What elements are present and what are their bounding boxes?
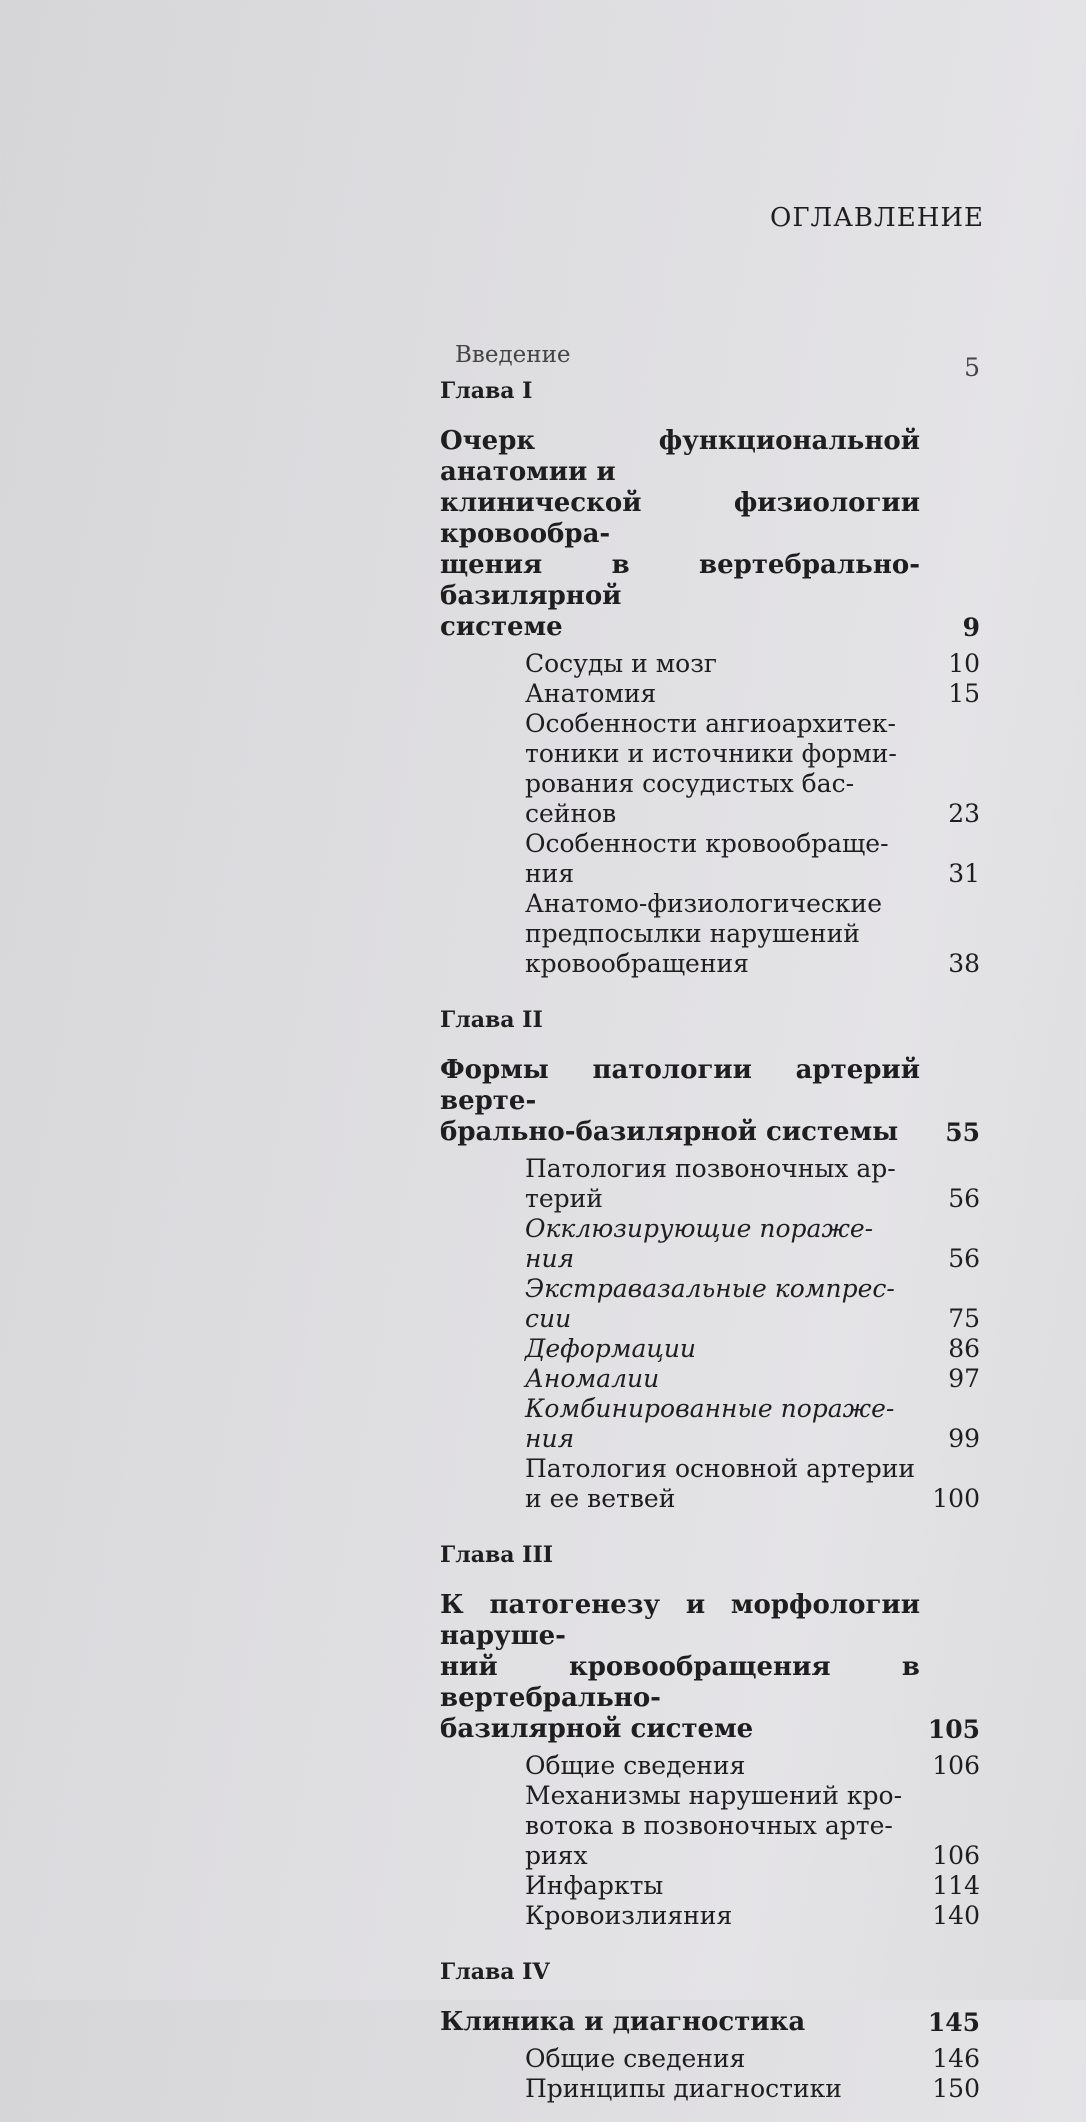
toc-subentry <box>525 889 980 979</box>
toc-subentry <box>525 1871 980 1901</box>
chapter-title-line: Клиника и диагностика <box>440 2007 806 2037</box>
toc-subentry-title <box>525 1154 920 1214</box>
chapter-section <box>440 378 980 997</box>
table-of-contents <box>440 322 980 2122</box>
chapter-title <box>440 1055 920 1148</box>
toc-subentry-line: вотока в позвоночных арте- <box>525 1811 893 1840</box>
section-spacer <box>440 979 980 997</box>
toc-subentry <box>525 1364 980 1394</box>
toc-subentry-line: сейнов <box>525 799 617 828</box>
chapter-title-line: системе <box>440 612 563 642</box>
toc-subentry <box>525 1154 980 1214</box>
toc-page-number: 23 <box>948 799 980 828</box>
toc-page-number: 150 <box>932 2074 980 2103</box>
toc-subentry-line: Принципы диагностики <box>525 2074 842 2103</box>
toc-subentry <box>525 1751 980 1781</box>
toc-page-number: 106 <box>932 1751 980 1780</box>
toc-subentry-title <box>525 1871 920 1901</box>
chapter-label: Глава I <box>440 378 533 404</box>
toc-subentry-line: Анатомия <box>525 679 657 708</box>
chapter-title <box>440 1590 920 1745</box>
toc-subentry-line: ния <box>525 1424 575 1453</box>
toc-subentry-line: ния <box>525 1244 575 1273</box>
toc-page-number: 10 <box>948 649 980 678</box>
toc-page-number: 105 <box>927 1715 980 1744</box>
toc-subentry-line: предпосылки нарушений <box>525 919 860 948</box>
toc-subentry <box>525 1394 980 1454</box>
toc-page-number: 56 <box>948 1244 980 1273</box>
toc-subentry-line: Анатомо-физиологические <box>525 889 883 918</box>
chapter-section <box>440 1959 980 2122</box>
toc-subentry <box>525 1334 980 1364</box>
toc-subentry-line: Комбинированные пораже- <box>525 1394 895 1423</box>
toc-page-number: 99 <box>948 1424 980 1453</box>
chapter-title <box>440 426 920 643</box>
toc-page-number: 38 <box>948 949 980 978</box>
chapter-label: Глава IV <box>440 1959 550 1985</box>
toc-page-number: 97 <box>948 1364 980 1393</box>
toc-subentry <box>525 2074 980 2104</box>
toc-subentry-title <box>525 1214 920 1274</box>
toc-subentry-line: Механизмы нарушений кро- <box>525 1781 903 1810</box>
toc-subentry-line: Особенности кровообраще- <box>525 829 889 858</box>
chapter-title-line: К патогенезу и морфологии наруше- <box>440 1590 920 1651</box>
toc-page-number: 5 <box>964 353 980 382</box>
section-spacer <box>440 2104 980 2122</box>
toc-subentry-line: Общие сведения <box>525 2044 746 2073</box>
toc-subentry-title <box>525 1364 920 1394</box>
toc-subentry-title <box>525 829 920 889</box>
toc-subentry-line: Экстравазальные компрес- <box>525 1274 895 1303</box>
toc-page-number: 31 <box>948 859 980 888</box>
toc-subentry-line: Окклюзирующие пораже- <box>525 1214 874 1243</box>
toc-page-number: 146 <box>932 2044 980 2073</box>
toc-intro-entry <box>455 322 980 382</box>
toc-page-number: 56 <box>948 1184 980 1213</box>
toc-subentry-title <box>525 1274 920 1334</box>
toc-page-number: 145 <box>927 2008 980 2037</box>
chapter-section <box>440 1007 980 1532</box>
toc-page-number: 9 <box>962 613 980 642</box>
toc-subentry-title <box>525 2074 920 2104</box>
toc-page-number: 75 <box>948 1304 980 1333</box>
toc-subentry-line: Сосуды и мозг <box>525 649 717 678</box>
toc-subentry <box>525 649 980 679</box>
toc-subentry-title <box>525 649 920 679</box>
chapter-title-line: клинической физиологии кровообра- <box>440 488 920 549</box>
toc-subentry-title <box>525 1394 920 1454</box>
chapter-title-line: щения в вертебрально-базилярной <box>440 550 920 611</box>
toc-subentry-line: Общие сведения <box>525 1751 746 1780</box>
toc-subentry-line: Кровоизлияния <box>525 1901 733 1930</box>
toc-subentry-title <box>525 1334 920 1364</box>
toc-subentry-title <box>525 889 920 979</box>
chapter-title-entry <box>440 2007 980 2038</box>
toc-subentry-title <box>525 1751 920 1781</box>
toc-subentry-title <box>525 1781 920 1871</box>
toc-page-number: 114 <box>932 1871 980 1900</box>
chapter-title <box>440 2007 920 2038</box>
toc-subentry-line: тоники и источники форми- <box>525 739 897 768</box>
toc-subentry <box>525 2044 980 2074</box>
toc-subentry <box>525 1214 980 1274</box>
chapter-label: Глава II <box>440 1007 543 1033</box>
toc-subentry <box>525 709 980 829</box>
toc-subentry-line: Инфаркты <box>525 1871 664 1900</box>
toc-page-number: 140 <box>932 1901 980 1930</box>
toc-subentry-title <box>525 1454 920 1514</box>
toc-subentry-line: Патология основной артерии <box>525 1454 916 1483</box>
toc-page-number: 15 <box>948 679 980 708</box>
toc-subentry <box>525 1454 980 1514</box>
toc-subentry-line: Деформации <box>525 1334 697 1363</box>
toc-page-number: 86 <box>948 1334 980 1363</box>
toc-subentry-line: Особенности ангиоархитек- <box>525 709 896 738</box>
toc-subentry-line: терий <box>525 1184 603 1213</box>
toc-subentry-title <box>525 1901 920 1931</box>
toc-subentry-line: Патология позвоночных ар- <box>525 1154 896 1183</box>
chapter-label: Глава III <box>440 1542 554 1568</box>
toc-subentry <box>525 829 980 889</box>
chapter-title-entry <box>440 426 980 643</box>
toc-subentry <box>525 1781 980 1871</box>
chapter-list <box>440 378 980 2122</box>
chapter-title-entry <box>440 1055 980 1148</box>
toc-subentry <box>525 679 980 709</box>
toc-subentry-title <box>525 709 920 829</box>
chapter-title-line: Очерк функциональной анатомии и <box>440 426 920 487</box>
toc-subentry-line: Аномалии <box>525 1364 660 1393</box>
toc-page-number: 106 <box>932 1841 980 1870</box>
toc-subentry-line: рования сосудистых бас- <box>525 769 855 798</box>
toc-subentry <box>525 1274 980 1334</box>
chapter-title-line: ний кровообращения в вертебрально- <box>440 1652 920 1713</box>
chapter-title-line: брально-базилярной системы <box>440 1117 899 1147</box>
chapter-title-line: Формы патологии артерий верте- <box>440 1055 920 1116</box>
toc-subentry-line: риях <box>525 1841 588 1870</box>
page-title: ОГЛАВЛЕНИЕ <box>770 203 985 233</box>
toc-page-number: 55 <box>945 1118 980 1147</box>
section-spacer <box>440 1931 980 1949</box>
toc-subentry-line: кровообращения <box>525 949 749 978</box>
toc-subentry-line: и ее ветвей <box>525 1484 676 1513</box>
toc-subentry <box>525 1901 980 1931</box>
chapter-title-entry <box>440 1590 980 1745</box>
chapter-section <box>440 1542 980 1949</box>
toc-page-number: 100 <box>932 1484 980 1513</box>
toc-subentry-title <box>525 679 920 709</box>
chapter-title-line: базилярной системе <box>440 1714 754 1744</box>
toc-subentry-line: ния <box>525 859 575 888</box>
section-spacer <box>440 1514 980 1532</box>
toc-subentry-line: сии <box>525 1304 572 1333</box>
toc-subentry-title <box>525 2044 920 2074</box>
toc-entry-title: Введение <box>455 342 571 368</box>
